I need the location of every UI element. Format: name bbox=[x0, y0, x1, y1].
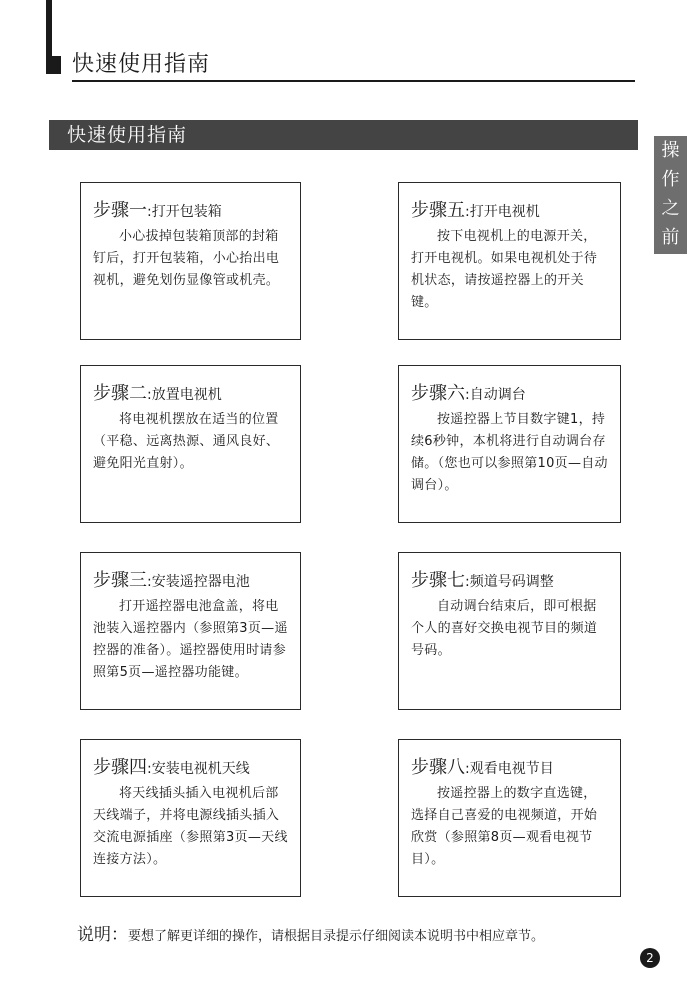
step-name: 步骤八 bbox=[411, 757, 465, 778]
step-title: 打开包装箱 bbox=[151, 204, 222, 220]
step-title: 频道号码调整 bbox=[469, 574, 554, 590]
page-title: 快速使用指南 bbox=[72, 52, 211, 77]
step-title: 观看电视节目 bbox=[469, 761, 554, 777]
step-body: 按遥控器上节目数字键1，持续6秒钟，本机将进行自动调台存储。（您也可以参照第10页—自动调台）。 bbox=[411, 412, 608, 493]
step-heading: 步骤七:频道号码调整 bbox=[411, 570, 554, 591]
header-corner-bar bbox=[46, 0, 52, 60]
step-heading: 步骤三:安装遥控器电池 bbox=[93, 570, 250, 591]
side-tab-char: 作 bbox=[661, 169, 680, 190]
step-title: 安装遥控器电池 bbox=[151, 574, 250, 590]
step-name: 步骤一 bbox=[93, 200, 147, 221]
step-name: 步骤四 bbox=[93, 757, 147, 778]
note-text: 要想了解更详细的操作，请根据目录提示仔细阅读本说明书中相应章节。 bbox=[128, 929, 545, 944]
step-box-3 bbox=[80, 552, 301, 710]
step-name: 步骤七 bbox=[411, 570, 465, 591]
step-box-1 bbox=[80, 182, 301, 340]
step-title: 打开电视机 bbox=[469, 204, 540, 220]
step-box-2 bbox=[80, 365, 301, 523]
step-heading: 步骤一:打开包装箱 bbox=[93, 200, 222, 221]
header-corner-square bbox=[46, 56, 61, 74]
step-box-6 bbox=[398, 365, 621, 523]
side-tab-char: 前 bbox=[661, 227, 680, 248]
step-body: 打开遥控器电池盒盖，将电池装入遥控器内（参照第3页—遥控器的准备）。遥控器使用时请参照第5页—遥控器功能键。 bbox=[93, 599, 288, 680]
step-title: 自动调台 bbox=[469, 387, 526, 403]
step-name: 步骤二 bbox=[93, 383, 147, 404]
step-heading: 步骤四:安装电视机天线 bbox=[93, 757, 250, 778]
side-tab bbox=[654, 136, 687, 254]
step-body: 将天线插头插入电视机后部天线端子，并将电源线插头插入交流电源插座（参照第3页—天线连接方法）。 bbox=[93, 786, 288, 867]
step-body: 按遥控器上的数字直选键，选择自己喜爱的电视频道，开始欣赏（参照第8页—观看电视节目）。 bbox=[411, 786, 598, 867]
step-heading: 步骤五:打开电视机 bbox=[411, 200, 540, 221]
step-body: 自动调台结束后，即可根据个人的喜好交换电视节目的频道号码。 bbox=[411, 599, 598, 658]
step-box-7 bbox=[398, 552, 621, 710]
step-name: 步骤五 bbox=[411, 200, 465, 221]
section-title: 快速使用指南 bbox=[67, 124, 188, 146]
step-box-4 bbox=[80, 739, 301, 897]
title-rule bbox=[72, 80, 635, 82]
step-heading: 步骤二:放置电视机 bbox=[93, 383, 222, 404]
side-tab-char: 之 bbox=[661, 198, 680, 219]
step-heading: 步骤八:观看电视节目 bbox=[411, 757, 554, 778]
step-body: 将电视机摆放在适当的位置（平稳、远离热源、通风良好、避免阳光直射）。 bbox=[93, 412, 280, 471]
section-banner bbox=[49, 120, 638, 150]
step-title: 放置电视机 bbox=[151, 387, 222, 403]
step-box-5 bbox=[398, 182, 621, 340]
step-box-8 bbox=[398, 739, 621, 897]
step-heading: 步骤六:自动调台 bbox=[411, 383, 526, 404]
step-body: 按下电视机上的电源开关，打开电视机。如果电视机处于待机状态，请按遥控器上的开关键。 bbox=[411, 229, 598, 310]
step-name: 步骤六 bbox=[411, 383, 465, 404]
step-name: 步骤三 bbox=[93, 570, 147, 591]
page-number: 2 bbox=[640, 948, 660, 968]
side-tab-char: 操 bbox=[661, 140, 680, 161]
step-title: 安装电视机天线 bbox=[151, 761, 250, 777]
note-label: 说明： bbox=[77, 925, 128, 945]
step-body: 小心拔掉包装箱顶部的封箱钉后，打开包装箱，小心抬出电视机，避免划伤显像管或机壳。 bbox=[93, 229, 280, 288]
note bbox=[77, 924, 544, 948]
